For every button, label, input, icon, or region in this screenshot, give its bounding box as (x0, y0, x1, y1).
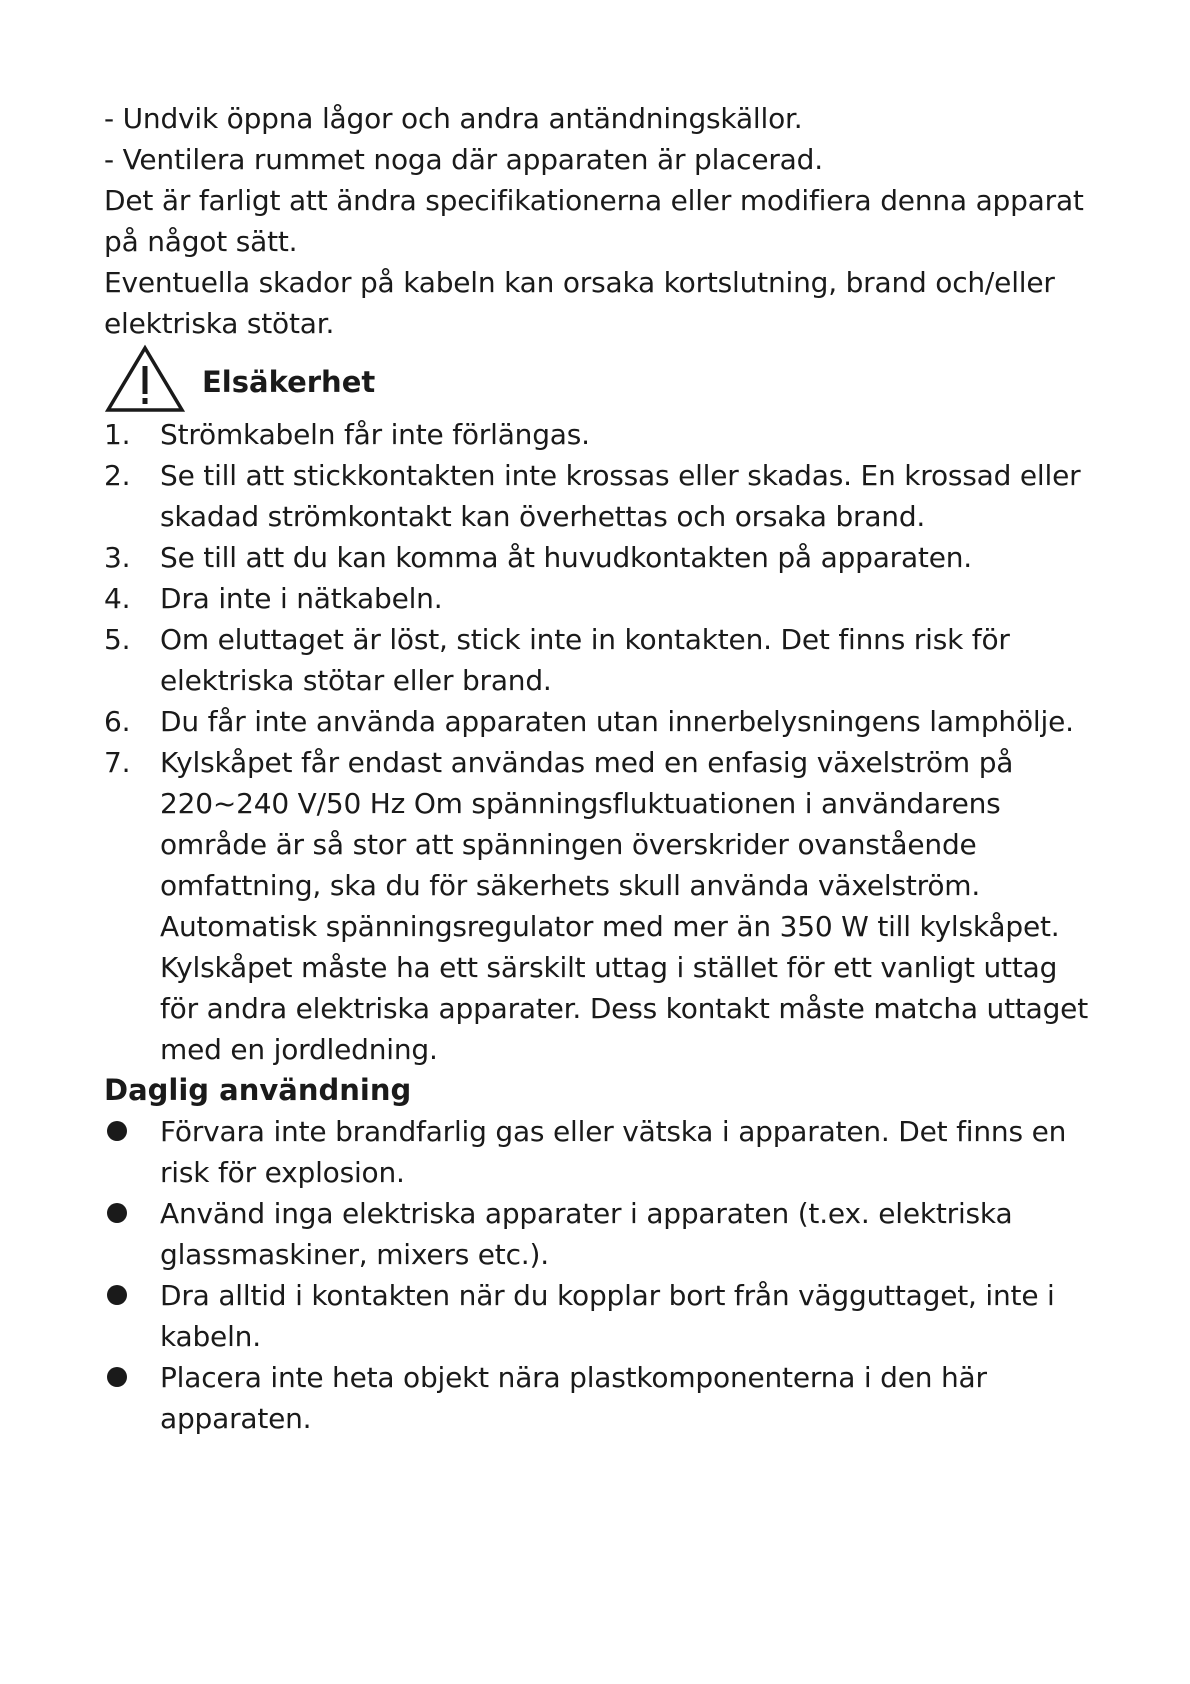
electrical-safety-list (104, 414, 1104, 1070)
electrical-safety-header (104, 344, 1104, 414)
bullet-icon (107, 1285, 127, 1305)
item-line: Dra alltid i kontakten när du kopplar bort från vägguttaget, inte i (160, 1279, 1055, 1312)
item-line: Se till att stickkontakten inte krossas eller skadas. En krossad eller (160, 459, 1081, 492)
item-line: Placera inte heta objekt nära plastkomponenterna i den här (160, 1361, 987, 1394)
item-line: elektriska stötar eller brand. (160, 664, 552, 697)
list-item (104, 742, 1104, 1070)
item-number: 2. (104, 459, 131, 492)
daily-use-list (104, 1111, 1104, 1439)
section-heading-daily-use: Daglig användning (104, 1073, 412, 1107)
intro-line: elektriska stötar. (104, 307, 335, 340)
bullet-icon (107, 1367, 127, 1387)
item-number: 3. (104, 541, 131, 574)
item-number: 1. (104, 418, 131, 451)
bullet-icon (107, 1121, 127, 1141)
item-line: Dra inte i nätkabeln. (160, 582, 443, 615)
list-item (104, 1193, 1104, 1275)
list-item (104, 455, 1104, 537)
item-line: Strömkabeln får inte förlängas. (160, 418, 590, 451)
item-line: kabeln. (160, 1320, 261, 1353)
intro-line: - Undvik öppna lågor och andra antändningskällor. (104, 102, 803, 135)
item-line: apparaten. (160, 1402, 312, 1435)
item-number: 4. (104, 582, 131, 615)
item-line: Förvara inte brandfarlig gas eller vätska i apparaten. Det finns en (160, 1115, 1067, 1148)
item-line: Kylskåpet måste ha ett särskilt uttag i stället för ett vanligt uttag (160, 951, 1058, 984)
item-line: Se till att du kan komma åt huvudkontakten på apparaten. (160, 541, 972, 574)
bullet-icon (107, 1203, 127, 1223)
item-line: omfattning, ska du för säkerhets skull använda växelström. (160, 869, 981, 902)
list-item (104, 619, 1104, 701)
item-line: Du får inte använda apparaten utan innerbelysningens lamphölje. (160, 705, 1074, 738)
list-item (104, 537, 1104, 578)
item-line: risk för explosion. (160, 1156, 405, 1189)
list-item (104, 578, 1104, 619)
document-page (104, 98, 1104, 1439)
item-number: 6. (104, 705, 131, 738)
item-line: område är så stor att spänningen överskrider ovanstående (160, 828, 977, 861)
item-line: Automatisk spänningsregulator med mer än 350 W till kylskåpet. (160, 910, 1060, 943)
item-line: med en jordledning. (160, 1033, 438, 1066)
list-item (104, 1111, 1104, 1193)
item-line: Använd inga elektriska apparater i apparaten (t.ex. elektriska (160, 1197, 1013, 1230)
list-item (104, 1275, 1104, 1357)
item-line: Kylskåpet får endast användas med en enfasig växelström på (160, 746, 1014, 779)
item-line: Om eluttaget är löst, stick inte in kontakten. Det finns risk för (160, 623, 1010, 656)
item-line: skadad strömkontakt kan överhettas och orsaka brand. (160, 500, 926, 533)
intro-line: Eventuella skador på kabeln kan orsaka kortslutning, brand och/eller (104, 266, 1055, 299)
intro-line: på något sätt. (104, 225, 298, 258)
list-item (104, 701, 1104, 742)
list-item (104, 414, 1104, 455)
intro-line: Det är farligt att ändra specifikationerna eller modifiera denna apparat (104, 184, 1084, 217)
item-number: 7. (104, 746, 131, 779)
intro-line: - Ventilera rummet noga där apparaten är placerad. (104, 143, 823, 176)
section-heading-electrical-safety: Elsäkerhet (202, 364, 376, 399)
intro-section (104, 98, 1104, 344)
item-line: 220~240 V/50 Hz Om spänningsfluktuationen i användarens (160, 787, 1001, 820)
list-item (104, 1357, 1104, 1439)
warning-triangle-icon (104, 344, 186, 414)
item-line: glassmaskiner, mixers etc.). (160, 1238, 549, 1271)
item-number: 5. (104, 623, 131, 656)
item-line: för andra elektriska apparater. Dess kontakt måste matcha uttaget (160, 992, 1088, 1025)
